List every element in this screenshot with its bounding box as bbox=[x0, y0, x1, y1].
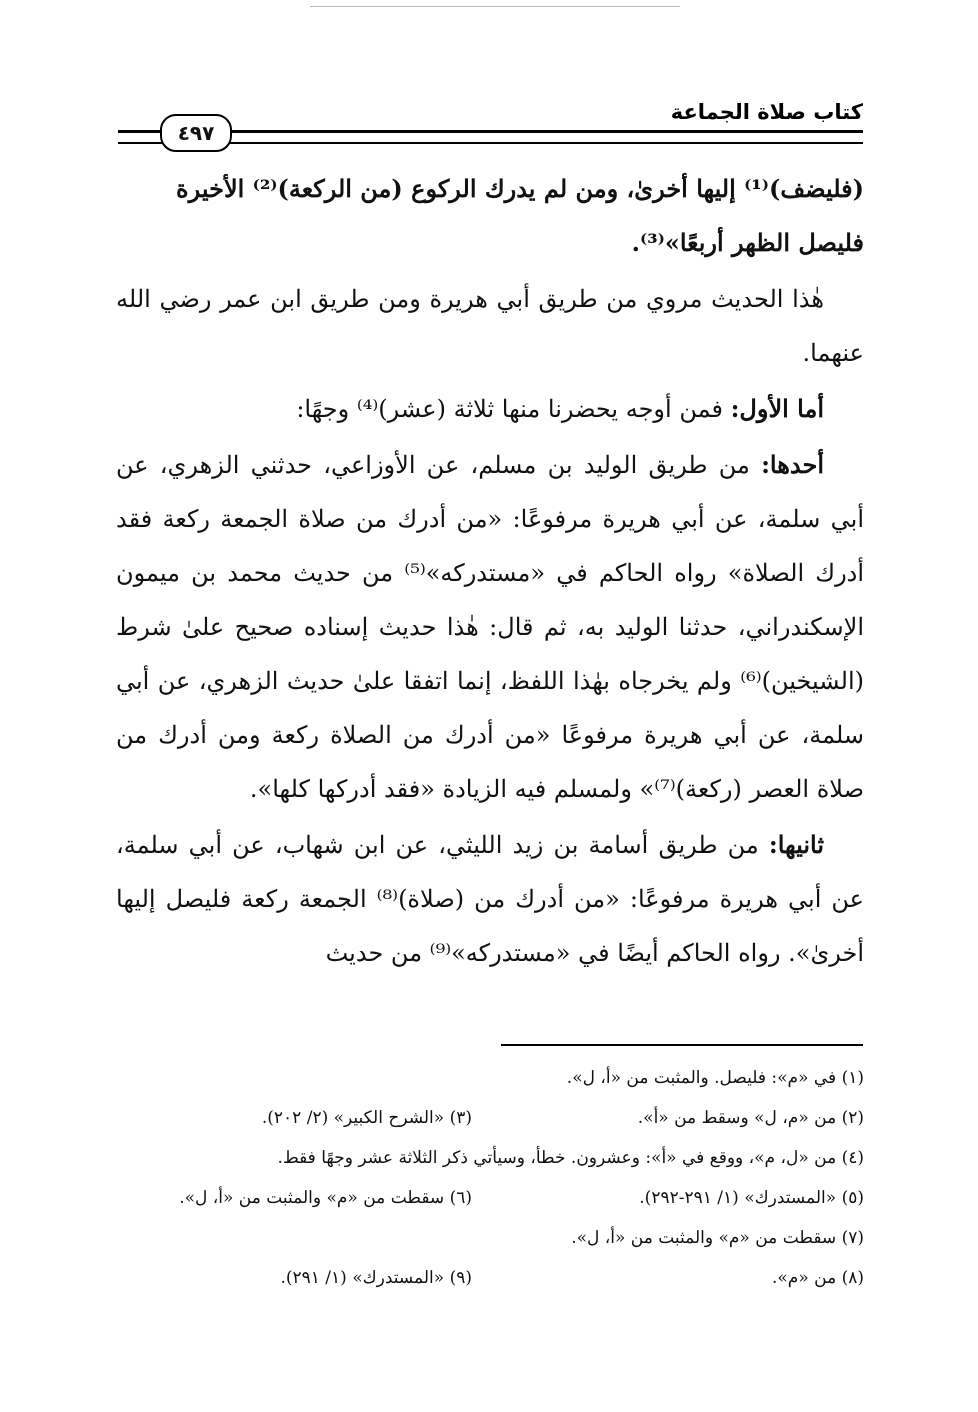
page-header bbox=[118, 92, 863, 152]
footnote-row bbox=[116, 1178, 864, 1218]
paragraph-2: هٰذا الحديث مروي من طريق أبي هريرة ومن طريق ابن عمر رضي الله عنهما. bbox=[116, 285, 864, 367]
footnote-8: (٨) من «م». bbox=[772, 1268, 864, 1288]
footnote-5: (٥) «المستدرك» (١/ ٢٩١-٢٩٢). bbox=[639, 1188, 864, 1208]
footnote-2: (٢) من «م، ل» وسقط من «أ». bbox=[637, 1108, 864, 1128]
header-double-rule-left bbox=[118, 130, 162, 144]
header-double-rule bbox=[226, 130, 863, 144]
footnote-row bbox=[116, 1058, 864, 1098]
footnote-row bbox=[116, 1138, 864, 1178]
paragraph-4-text: من طريق الوليد بن مسلم، عن الأوزاعي، حدثني الزهري، عن أبي سلمة، عن أبي هريرة مرفوعًا: «من أدرك من صلاة الجمعة ركعة فقد أدرك الصلاة» رواه الحاكم في «مستدركه»⁽⁵⁾ من حديث محمد بن ميمون الإسكندراني، حدثنا الوليد به، ثم قال: هٰذا حديث إسناده صحيح علىٰ شرط (الشيخين)⁽⁶⁾ ولم يخرجاه بهٰذا اللفظ، إنما اتفقا علىٰ حديث الزهري، عن أبي سلمة، عن أبي هريرة مرفوعًا «من أدرك من الصلاة ركعة ومن أدرك من صلاة العصر (ركعة)⁽⁷⁾» ولمسلم فيه الزيادة «فقد أدركها كلها». bbox=[116, 451, 865, 803]
footnote-6: (٦) سقطت من «م» والمثبت من «أ، ل». bbox=[179, 1188, 472, 1208]
paragraph-5 bbox=[116, 818, 864, 980]
main-text bbox=[116, 162, 864, 982]
paragraph-3-text: فمن أوجه يحضرنا منها ثلاثة (عشر)⁽⁴⁾ وجهًا: bbox=[296, 395, 731, 423]
footnote-3: (٣) «الشرح الكبير» (٢/ ٢٠٢). bbox=[261, 1108, 472, 1128]
footnote-row bbox=[116, 1098, 864, 1138]
paragraph-3 bbox=[116, 382, 864, 436]
paragraph-1-line-2: فليصل الظهر أربعًا»⁽³⁾. bbox=[631, 228, 864, 257]
paragraph-1 bbox=[116, 162, 864, 270]
paragraph-1-line-1: (فليضف)⁽¹⁾ إليها أخرىٰ، ومن لم يدرك الركوع (من الركعة)⁽²⁾ الأخيرة bbox=[176, 174, 864, 203]
paragraph-3-lead: أما الأول: bbox=[730, 394, 824, 423]
footnote-4: (٤) من «ل، م»، ووقع في «أ»: وعشرون. خطأ، وسيأتي ذكر الثلاثة عشر وجهًا فقط. bbox=[277, 1148, 864, 1168]
chapter-title: كتاب صلاة الجماعة bbox=[670, 100, 863, 124]
footnotes bbox=[116, 1058, 864, 1298]
footnote-divider bbox=[501, 1044, 863, 1046]
footnote-row bbox=[116, 1258, 864, 1298]
footnote-row bbox=[116, 1218, 864, 1258]
footnote-7: (٧) سقطت من «م» والمثبت من «أ، ل». bbox=[571, 1228, 864, 1248]
paragraph-4 bbox=[116, 438, 864, 816]
top-edge-rule bbox=[310, 6, 680, 7]
paragraph-4-lead: أحدها: bbox=[761, 450, 824, 479]
footnote-1: (١) في «م»: فليصل. والمثبت من «أ، ل». bbox=[566, 1068, 864, 1088]
page-number: ٤٩٧ bbox=[160, 114, 232, 152]
paragraph-5-text: من طريق أسامة بن زيد الليثي، عن ابن شهاب، عن أبي سلمة، عن أبي هريرة مرفوعًا: «من أدرك من (صلاة)⁽⁸⁾ الجمعة ركعة فليصل إليها أخرىٰ». رواه الحاكم أيضًا في «مستدركه»⁽⁹⁾ من حديث bbox=[116, 831, 864, 967]
footnote-9: (٩) «المستدرك» (١/ ٢٩١). bbox=[280, 1268, 472, 1288]
paragraph-5-lead: ثانيها: bbox=[768, 830, 824, 859]
